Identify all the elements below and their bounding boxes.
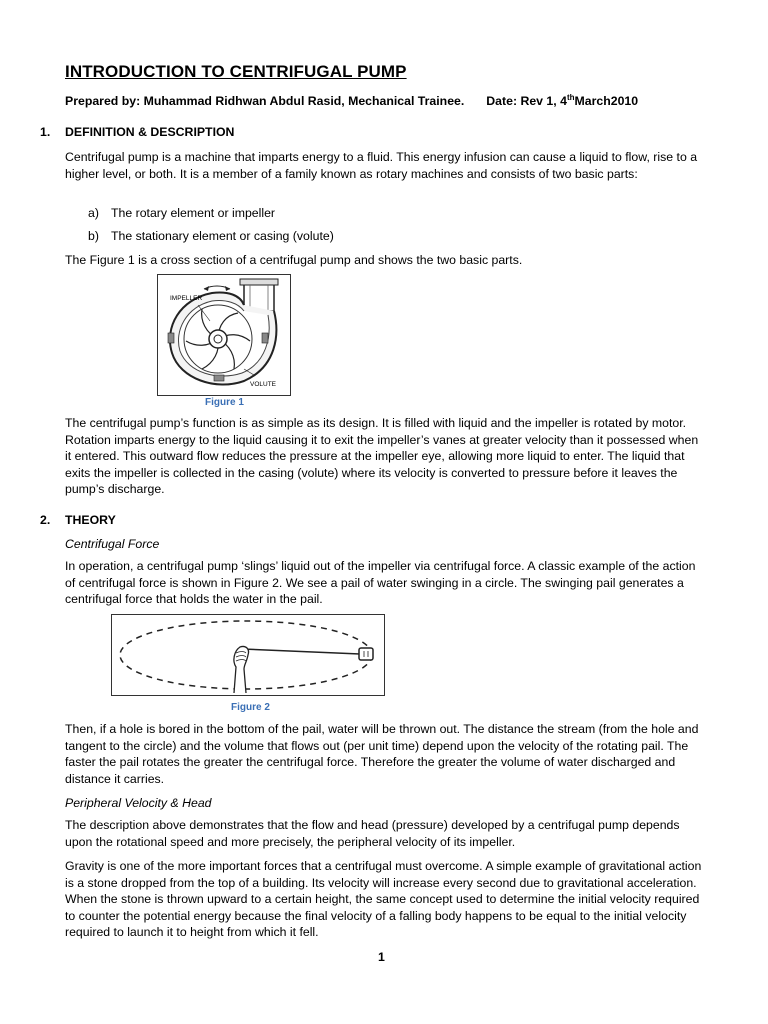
list-item-text: The rotary element or impeller [111, 206, 276, 220]
section-2-number: 2. [40, 513, 51, 527]
date-prefix: Date: Rev 1, 4 [486, 94, 567, 108]
document-title: INTRODUCTION TO CENTRIFUGAL PUMP [65, 62, 407, 81]
prepared-by-line [65, 93, 638, 110]
section-2-heading [40, 512, 116, 529]
section-2-paragraph-4: Gravity is one of the more important forces that a centrifugal must overcome. A simple example of gravitational action is a stone dropped from the top of a building. Its velocity will increase every second due to gravitational acceleration. When the stone is thrown upward to a certain height, the same concept used to determine the initial velocity required to counter the potential energy because the final velocity of a falling body happens to be equal to the initial velocity required to launch it to height from which it fell. [65, 859, 702, 940]
pail-diagram [112, 615, 384, 695]
section-2-paragraph-1: In operation, a centrifugal pump ‘slings’ liquid out of the impeller via centrifugal force. A classic example of the action of centrifugal force is shown in Figure 2. We see a pail of water swinging in a circle. The swinging pail generates a centrifugal force that holds the water in the pail. [65, 559, 696, 607]
figure-1-pump-cross-section [157, 274, 291, 396]
section-1-title: DEFINITION & DESCRIPTION [65, 125, 235, 139]
section-2-paragraph-2: Then, if a hole is bored in the bottom of the pail, water will be thrown out. The distance the stream (from the hole and tangent to the circle) and the volume that flows out (per unit time) depend upon the velocity of the rotating pail. The faster the pail rotates the greater the centrifugal force. Therefore the greater the volume of water discharged and distance it carries. [65, 722, 699, 786]
subheading-centrifugal-force: Centrifugal Force [65, 537, 160, 551]
section-1-paragraph-1: Centrifugal pump is a machine that imparts energy to a fluid. This energy infusion can cause a liquid to flow, rise to a higher level, or both. It is a member of a family known as rotary machines and consists of two basic parts: [65, 150, 698, 181]
section-1-number: 1. [40, 125, 51, 139]
list-item-label: a) [88, 206, 99, 220]
list-item [88, 205, 275, 222]
figure-2-caption: Figure 2 [231, 702, 270, 713]
date-superscript: th [566, 92, 575, 102]
author-text: Prepared by: Muhammad Ridhwan Abdul Rasid, Mechanical Trainee. [65, 94, 465, 108]
list-item-text: The stationary element or casing (volute) [111, 229, 334, 243]
section-2-paragraph-3: The description above demonstrates that the flow and head (pressure) developed by a centrifugal pump depends upon the rotational speed and more precisely, the peripheral velocity of its impeller. [65, 818, 680, 849]
list-item-label: b) [88, 229, 99, 243]
subheading-peripheral-velocity: Peripheral Velocity & Head [65, 796, 212, 810]
section-1-paragraph-3: The centrifugal pump’s function is as simple as its design. It is filled with liquid and the impeller is rotated by motor. Rotation imparts energy to the liquid causing it to exit the impeller’s vanes at greater velocity than it possessed when it entered. This outward flow reduces the pressure at the impeller eye, allowing more liquid to enter. The liquid that exits the impeller is collected in the casing (volute) where its velocity is converted to pressure before it leaves the pump’s discharge. [65, 416, 699, 497]
list-item [88, 228, 334, 245]
section-1-paragraph-2: The Figure 1 is a cross section of a centrifugal pump and shows the two basic parts. [65, 253, 523, 267]
figure-2-swinging-pail [111, 614, 385, 696]
impeller-label: IMPELLER [170, 295, 203, 302]
pump-diagram [158, 275, 290, 395]
section-2-title: THEORY [65, 513, 116, 527]
page-number: 1 [378, 950, 385, 964]
figure-1-caption: Figure 1 [205, 397, 244, 408]
section-1-heading [40, 124, 234, 141]
volute-label: VOLUTE [250, 381, 277, 388]
date-suffix: March2010 [574, 94, 639, 108]
